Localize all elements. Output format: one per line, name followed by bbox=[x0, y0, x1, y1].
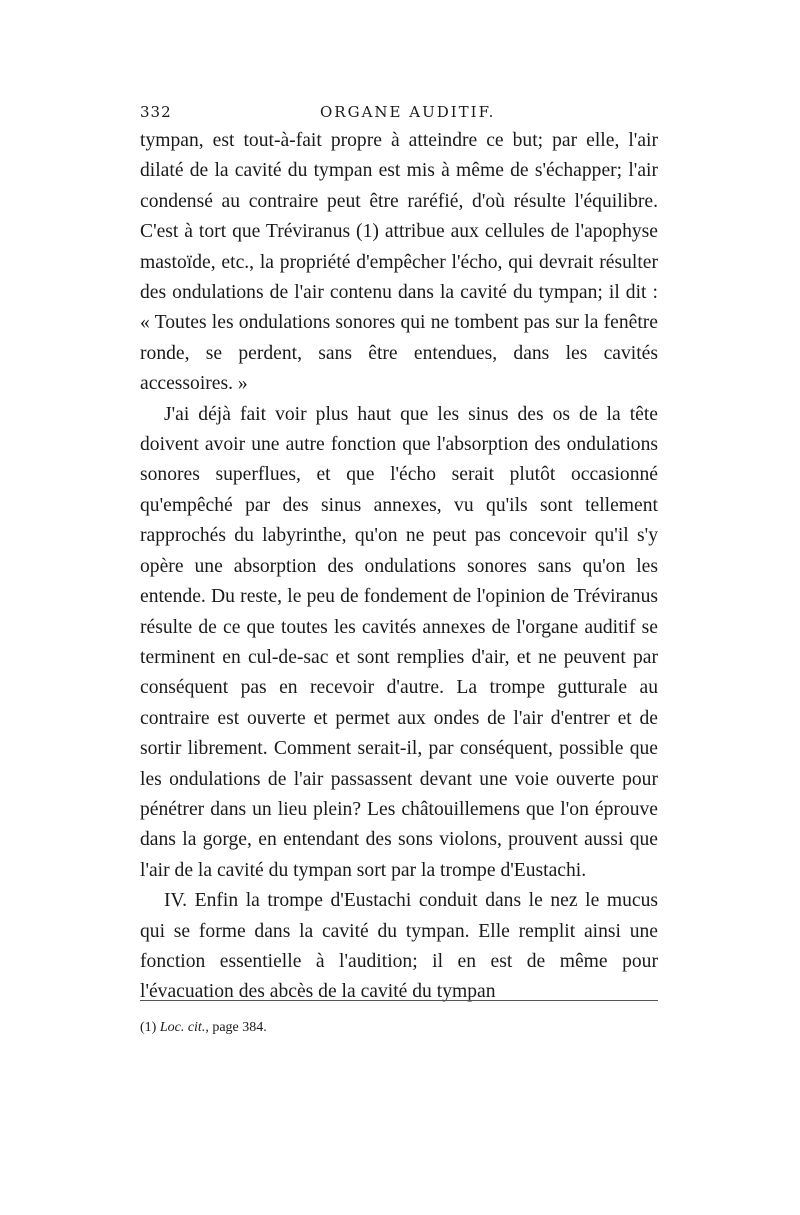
footnote-marker: (1) bbox=[140, 1020, 157, 1035]
page-number: 332 bbox=[140, 103, 172, 121]
running-head bbox=[140, 103, 660, 127]
paragraph: J'ai déjà fait voir plus haut que les sinus des os de la tête doivent avoir une autre fonction que l'absorption des ondulations sonores superflues, et que l'écho serait plutôt occasionné qu'empêché par des sinus annexes, vu qu'ils sont tellement rapprochés du labyrinthe, qu'on ne peut pas concevoir qu'il s'y opère une absorption des ondulations sonores sans qu'on les entende. Du reste, le peu de fondement de l'opinion de Tréviranus résulte de ce que toutes les cavités annexes de l'organe auditif se terminent en cul-de-sac et sont remplies d'air, et ne peuvent par conséquent pas en recevoir d'autre. La trompe gutturale au contraire est ouverte et permet aux ondes de l'air d'entrer et de sortir librement. Comment serait-il, par conséquent, possible que les ondulations de l'air passassent devant une voie ouverte pour pénétrer dans un lieu plein? Les châtouillemens que l'on éprouve dans la gorge, en entendant des sons violons, prouvent aussi que l'air de la cavité du tympan sort par la trompe d'Eustachi. bbox=[140, 403, 658, 881]
footnote-page: , page 384. bbox=[205, 1020, 267, 1035]
paragraph-continued: tympan, est tout-à-fait propre à atteindre ce but; par elle, l'air dilaté de la cavité du tympan est mis à même de s'échapper; l'air condensé au contraire peut être raréfié, d'où résulte l'équilibre. C'est à tort que Tréviranus (1) attribue aux cellules de l'apophyse mastoïde, etc., la propriété d'empêcher l'écho, qui devrait résulter des ondulations de l'air contenu dans la cavité du tympan; il dit : « Toutes les ondulations sonores qui ne tombent pas sur la fenêtre ronde, se perdent, sans être entendues, dans les cavités accessoires. » bbox=[140, 130, 658, 395]
running-title: ORGANE AUDITIF. bbox=[320, 103, 496, 121]
footnote bbox=[140, 1018, 658, 1038]
footnote-divider bbox=[140, 1000, 658, 1001]
body-text bbox=[140, 126, 658, 1008]
footnote-citation: Loc. cit. bbox=[159, 1020, 206, 1035]
paragraph: IV. Enfin la trompe d'Eustachi conduit dans le nez le mucus qui se forme dans la cavité du tympan. Elle remplit ainsi une fonction essentielle à l'audition; il en est de même pour l'évacuation des abcès de la cavité du tympan bbox=[140, 890, 658, 1003]
